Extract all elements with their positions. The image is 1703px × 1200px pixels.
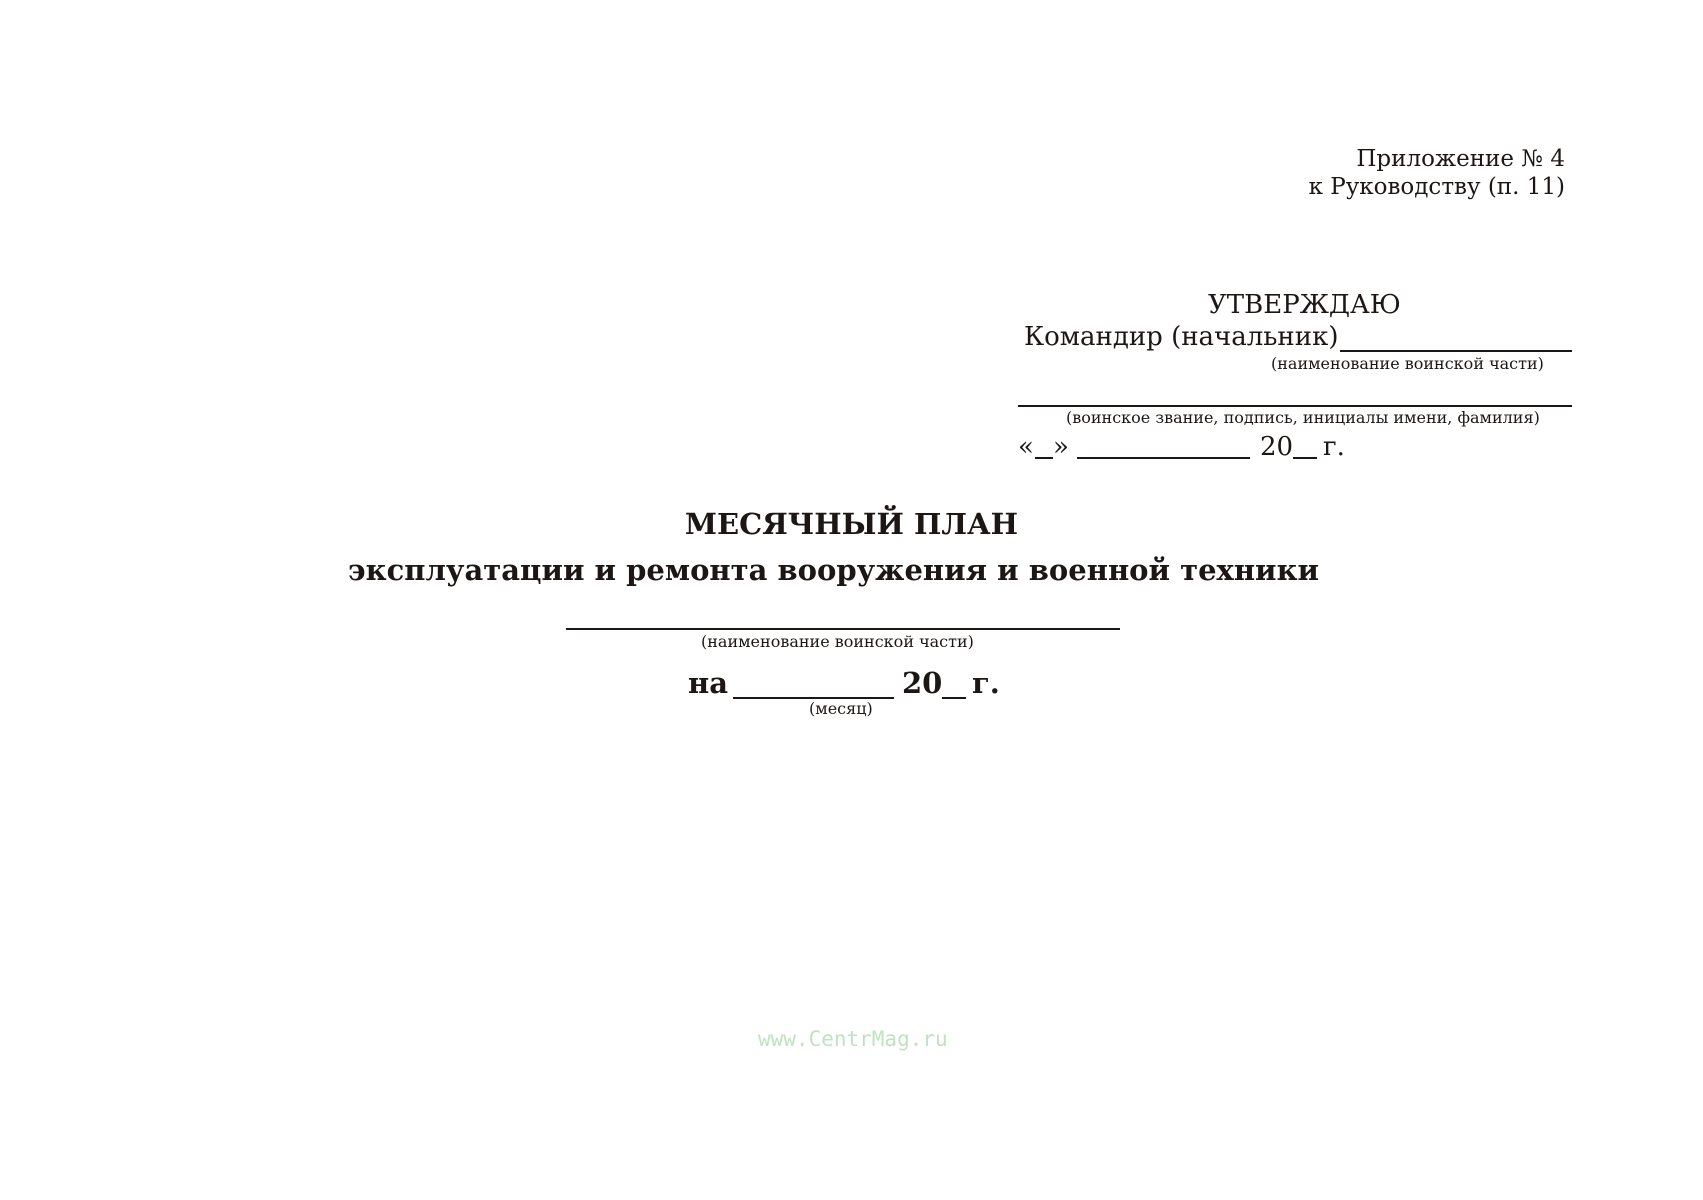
document-title: МЕСЯЧНЫЙ ПЛАН (684, 507, 1019, 541)
approval-date-day-open: « (1018, 432, 1034, 462)
plan-year-suffix: г. (972, 666, 1000, 700)
approval-month-line (1077, 457, 1250, 459)
approval-year-suffix: г. (1323, 432, 1345, 462)
watermark-text: www.CentrMag.ru (758, 1027, 948, 1051)
heading-unit-caption: (наименование воинской части) (701, 632, 974, 651)
month-caption: (месяц) (809, 699, 873, 718)
signature-line (1018, 405, 1572, 407)
approval-year-line (1293, 457, 1317, 459)
unit-name-caption: (наименование воинской части) (1271, 354, 1544, 373)
signature-caption: (воинское звание, подпись, инициалы имени, фамилия) (1066, 408, 1540, 427)
appendix-number: Приложение № 4 (1356, 146, 1565, 172)
unit-name-line (1340, 350, 1572, 352)
approval-year: 20 (1260, 432, 1294, 462)
approval-date-day-close: » (1053, 432, 1069, 462)
document-subtitle: эксплуатации и ремонта вооружения и военной техники (347, 553, 1320, 587)
commander-label: Командир (начальник) (1024, 322, 1339, 352)
appendix-reference: к Руководству (п. 11) (1308, 174, 1565, 200)
appendix-block (1309, 145, 1565, 201)
plan-year-line (942, 697, 966, 699)
approval-day-line (1035, 457, 1053, 459)
period-prefix: на (688, 666, 729, 700)
approval-title: УТВЕРЖДАЮ (1208, 290, 1401, 320)
plan-year: 20 (902, 666, 943, 700)
heading-unit-line (566, 628, 1120, 630)
